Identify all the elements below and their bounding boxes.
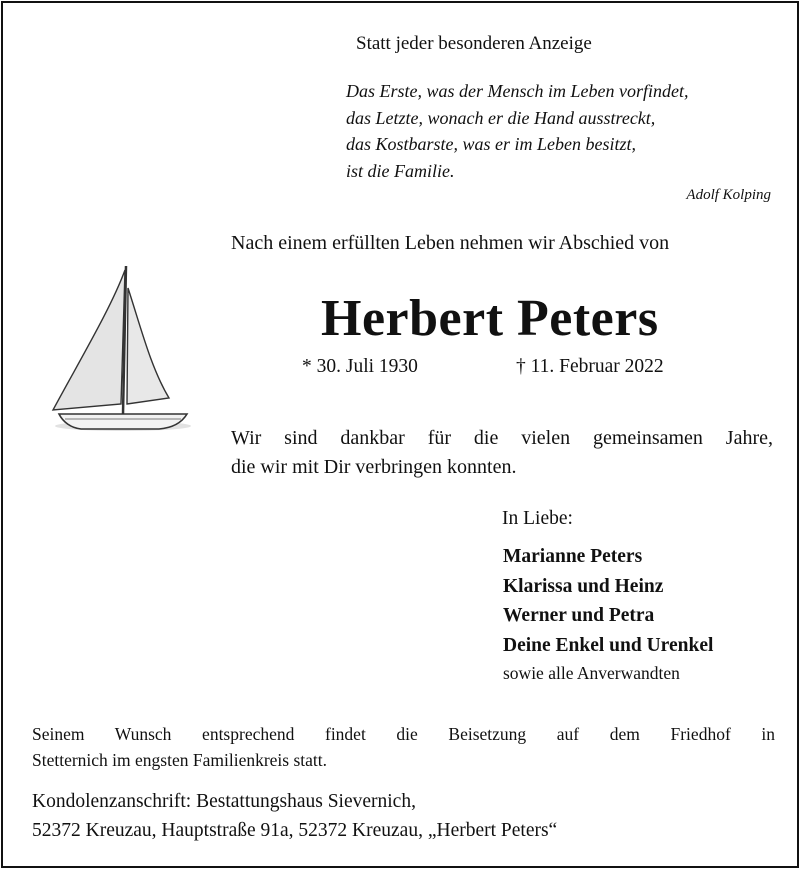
burial-line: Stetternich im engsten Familienkreis statt.	[32, 750, 328, 770]
obituary-notice	[1, 1, 799, 868]
mourner-name: Klarissa und Heinz	[503, 575, 664, 597]
death-date: † 11. Februar 2022	[516, 356, 664, 377]
thanks-line: Wir sind dankbar für die vielen gemeinsamen Jahre,	[231, 427, 773, 449]
deceased-name: Herbert Peters	[321, 290, 659, 347]
quote-block	[346, 78, 688, 184]
mourners-label: In Liebe:	[502, 508, 573, 529]
thanks-line: die wir mit Dir verbringen konnten.	[231, 456, 517, 478]
sailboat-icon	[41, 258, 203, 443]
quote-line: das Letzte, wonach er die Hand ausstreckt,	[346, 107, 656, 128]
main-sail	[53, 270, 125, 410]
mourner-name: Marianne Peters	[503, 546, 643, 567]
mourner-name: Werner und Petra	[503, 605, 655, 626]
hull	[59, 414, 187, 429]
burial-line: Seinem Wunsch entsprechend findet die Beisetzung auf dem Friedhof in	[32, 724, 775, 744]
quote-line: ist die Familie.	[346, 160, 455, 181]
quote-line: Das Erste, was der Mensch im Leben vorfindet,	[346, 81, 689, 101]
condolence-address	[32, 788, 557, 845]
relatives-text: sowie alle Anverwandten	[503, 663, 680, 683]
birth-date: * 30. Juli 1930	[302, 356, 418, 377]
intro-text: Nach einem erfüllten Leben nehmen wir Abschied von	[231, 232, 670, 254]
burial-text	[32, 721, 775, 773]
quote-line: das Kostbarste, was er im Leben besitzt,	[346, 134, 637, 154]
condolence-line: Kondolenzanschrift: Bestattungshaus Sievernich,	[32, 791, 416, 812]
condolence-line: 52372 Kreuzau, Hauptstraße 91a, 52372 Kreuzau, „Herbert Peters“	[32, 819, 558, 841]
quote-author: Adolf Kolping	[686, 187, 771, 203]
mourner-name: Deine Enkel und Urenkel	[503, 634, 714, 656]
notice-header: Statt jeder besonderen Anzeige	[356, 33, 592, 54]
thanks-text	[231, 424, 773, 482]
mourners-list	[503, 542, 713, 660]
jib-sail	[127, 288, 169, 404]
